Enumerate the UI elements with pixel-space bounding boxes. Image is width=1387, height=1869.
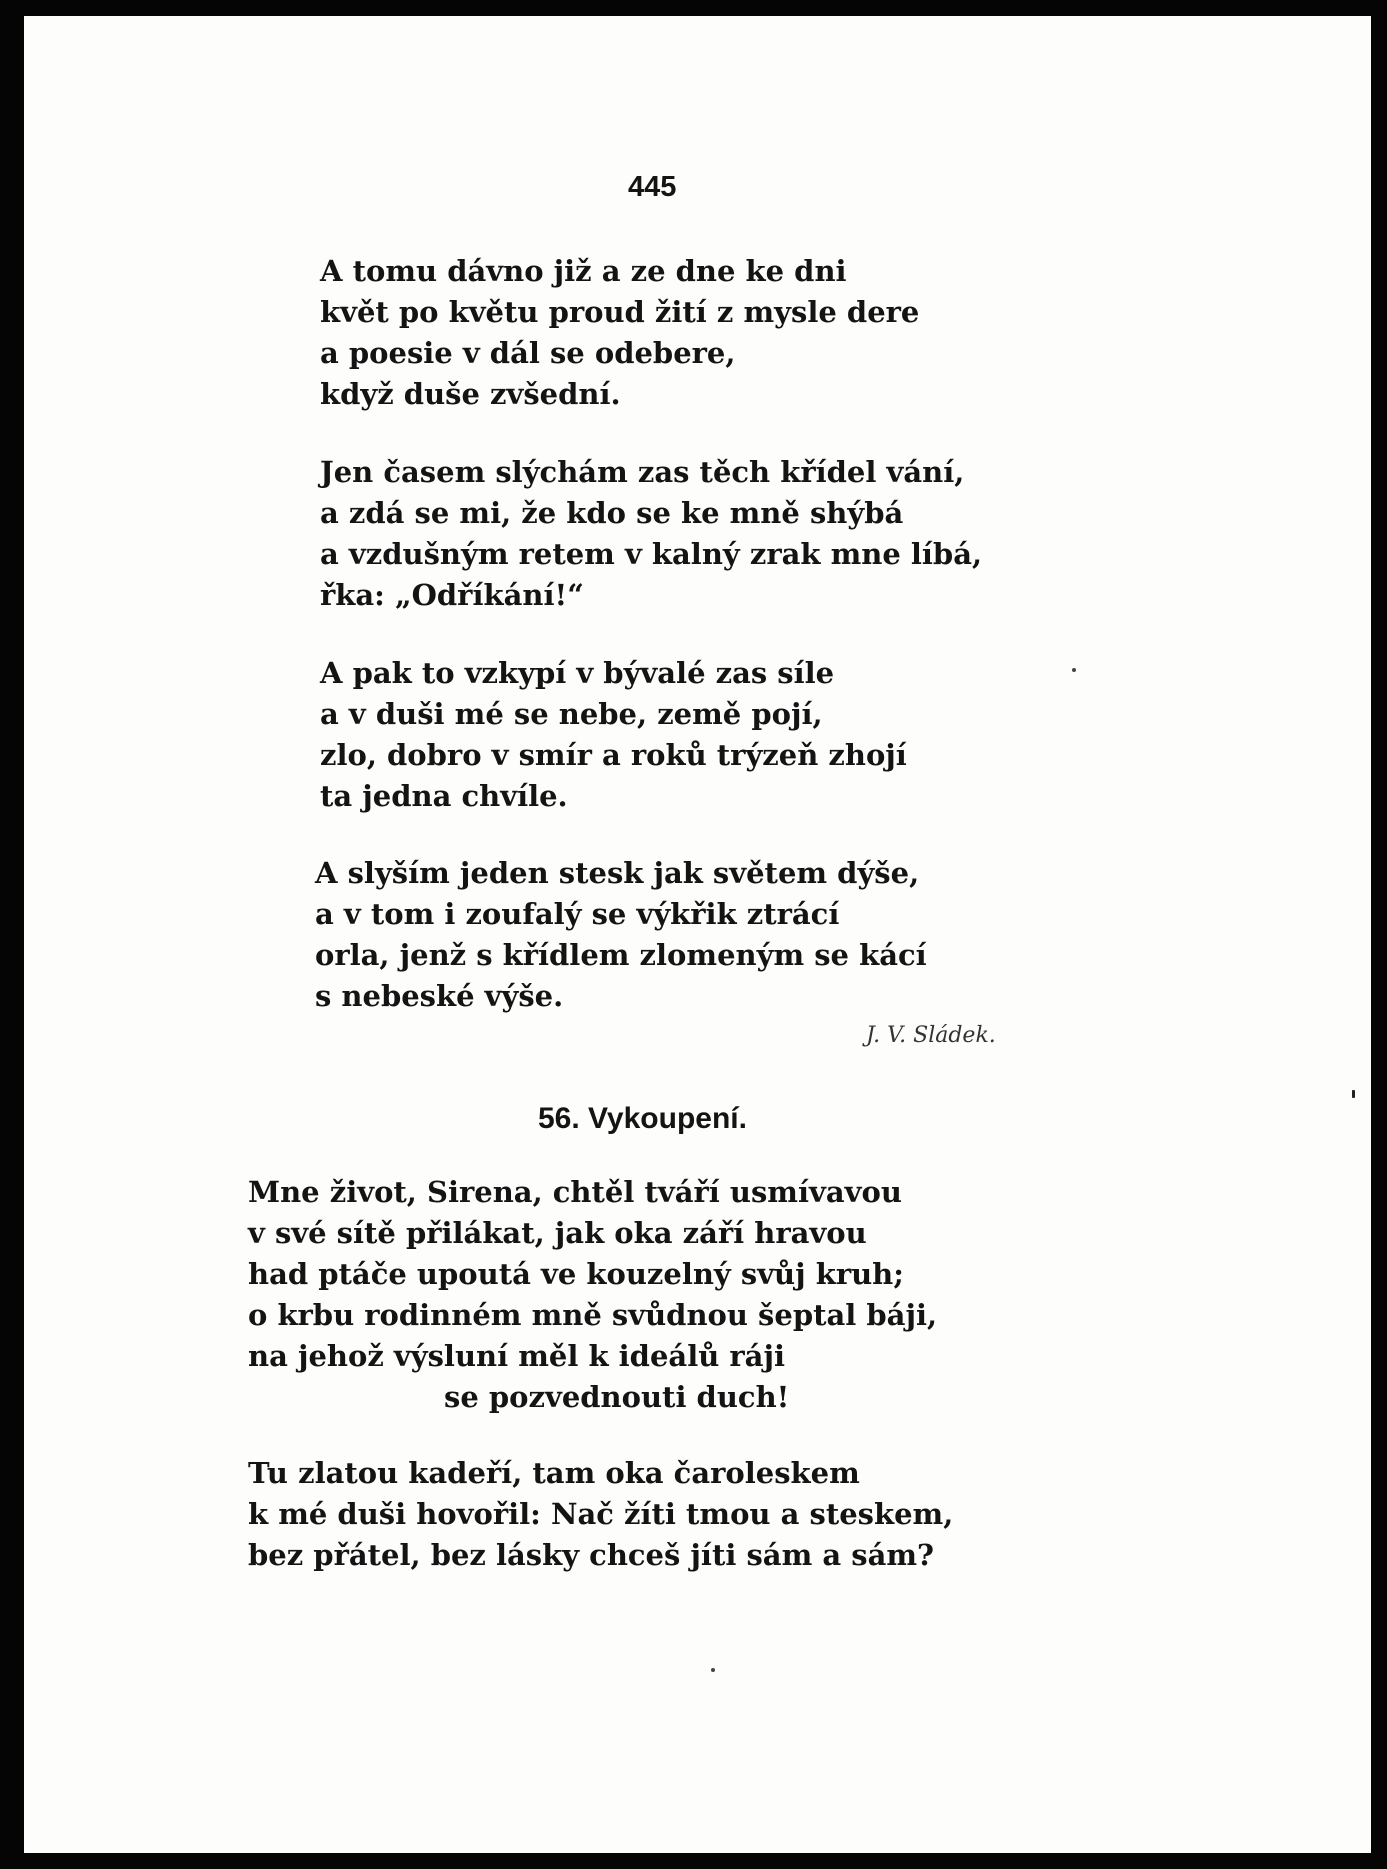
poem-heading: 56. Vykoupení. [538,1102,747,1135]
poem-line: orla, jenž s křídlem zlomeným se kácí [315,938,927,972]
poem-line: v své sítě přilákat, jak oka září hravou [248,1216,867,1250]
poem-line: a v tom i zoufalý se výkřik ztrácí [315,897,840,931]
scan-speck [1072,668,1076,672]
poem-line-indented: se pozvednouti duch! [444,1380,790,1414]
poem-line: když duše zvšední. [320,377,621,411]
scan-border-left [0,0,24,1869]
poem2-stanza-1 [248,1172,937,1418]
poem1-stanza-3 [320,653,907,817]
poem-line: A pak to vzkypí v bývalé zas síle [320,656,835,690]
poem1-stanza-4 [315,853,927,1017]
poem-line: A tomu dávno již a ze dne ke dni [320,254,847,288]
poem-line: Mne život, Sirena, chtěl tváří usmívavou [248,1175,902,1209]
poem-line: k mé duši hovořil: Nač žíti tmou a steskem, [248,1497,954,1531]
poem-line: o krbu rodinném mně svůdnou šeptal báji, [248,1298,938,1332]
poem1-stanza-2 [320,452,982,616]
poem-line: a poesie v dál se odebere, [320,336,736,370]
poem-author: J. V. Sládek. [866,1023,996,1048]
poem-line: bez přátel, bez lásky chceš jíti sám a sám? [248,1538,935,1572]
scan-border-bottom [0,1853,1387,1869]
poem2-stanza-2 [248,1453,953,1576]
scan-speck [711,1668,715,1672]
poem-line: Tu zlatou kadeří, tam oka čaroleskem [248,1456,860,1490]
poem-line: a vzdušným retem v kalný zrak mne líbá, [320,537,983,571]
scan-border-top [0,0,1387,16]
scan-speck [1352,1090,1355,1098]
poem-line: Jen časem slýchám zas těch křídel vání, [320,455,965,489]
poem-line: had ptáče upoutá ve kouzelný svůj kruh; [248,1257,904,1291]
scan-border-right [1371,0,1387,1869]
poem-line: květ po květu proud žití z mysle dere [320,295,920,329]
poem-line: zlo, dobro v smír a roků trýzeň zhojí [320,738,907,772]
page-number: 445 [628,171,677,203]
poem-line: s nebeské výše. [315,979,564,1013]
poem-line: ta jedna chvíle. [320,779,568,813]
poem-line: a zdá se mi, že kdo se ke mně shýbá [320,496,904,530]
poem-line: A slyším jeden stesk jak světem dýše, [315,856,920,890]
poem-line: řka: „Odříkání!“ [320,578,584,612]
poem-line: na jehož výsluní měl k ideálů ráji [248,1339,785,1373]
poem1-stanza-1 [320,251,919,415]
poem-line: a v duši mé se nebe, země pojí, [320,697,823,731]
